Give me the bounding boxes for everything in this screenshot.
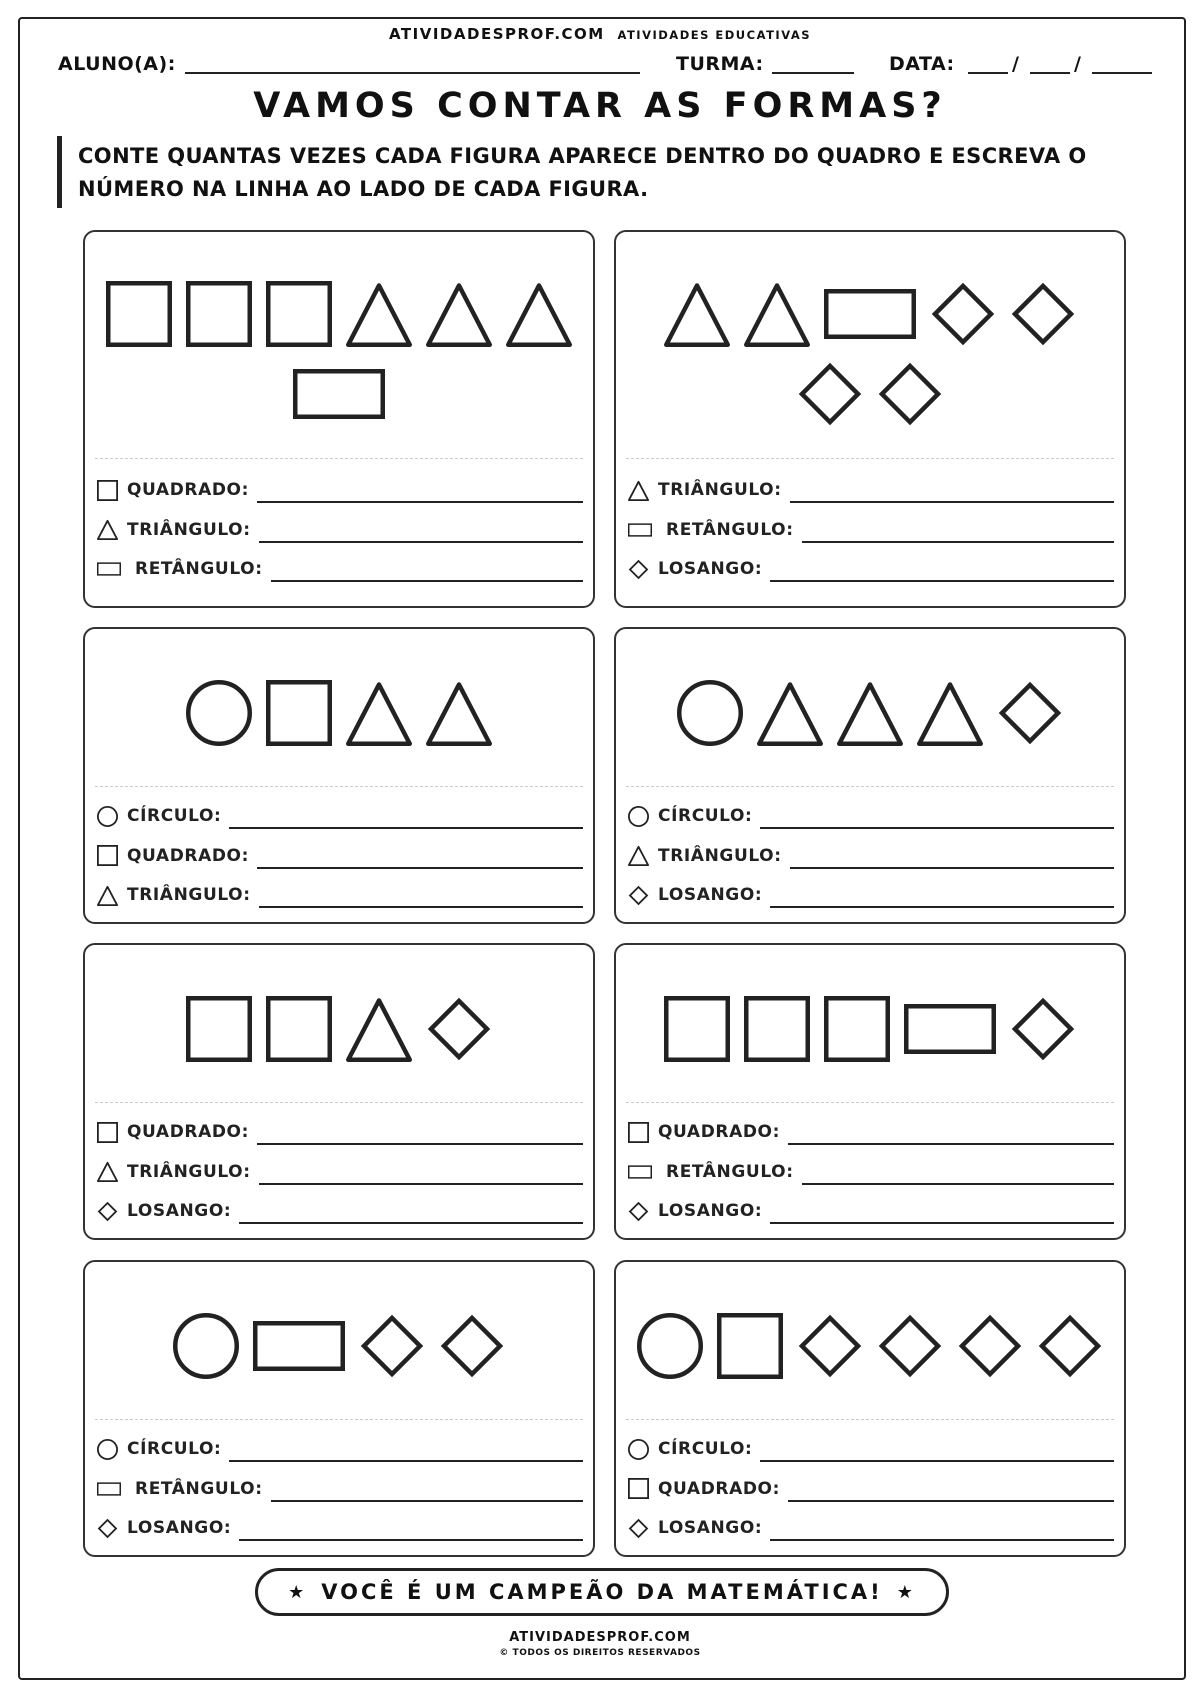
answer-line[interactable] — [229, 1460, 583, 1462]
answer-line[interactable] — [259, 906, 583, 908]
dashed-separator — [95, 458, 583, 459]
answer-line[interactable] — [790, 867, 1114, 869]
square-figure — [664, 996, 730, 1066]
answer-rows — [97, 1434, 583, 1553]
triangle-figure — [757, 680, 823, 750]
circle-icon — [97, 1437, 121, 1461]
answer-row — [628, 475, 1114, 515]
dashed-separator — [95, 1102, 583, 1103]
triangle-figure — [664, 281, 730, 351]
triangle-figure — [426, 281, 492, 351]
square-figure — [266, 281, 332, 351]
square-icon — [97, 844, 121, 868]
date-month-line[interactable] — [1030, 72, 1070, 74]
diamond-icon — [628, 1199, 652, 1223]
instructions-line: CONTE QUANTAS VEZES CADA FIGURA APARECE DENTRO DO QUADRO E ESCREVA O — [78, 144, 1087, 168]
diamond-figure — [426, 996, 492, 1066]
triangle-figure — [506, 281, 572, 351]
answer-label: RETÂNGULO: — [666, 519, 794, 540]
answer-rows — [97, 1117, 583, 1236]
site-name: ATIVIDADESPROF.COM — [388, 25, 605, 43]
answer-line[interactable] — [271, 580, 583, 582]
answer-label: LOSANGO: — [658, 1201, 763, 1221]
answer-line[interactable] — [257, 1143, 583, 1145]
triangle-icon — [628, 478, 652, 502]
answer-row — [628, 801, 1114, 841]
answer-rows — [628, 475, 1114, 594]
answer-row — [628, 1117, 1114, 1157]
square-icon — [628, 1120, 652, 1144]
answer-row — [628, 1196, 1114, 1236]
diamond-figure — [359, 1313, 425, 1383]
answer-label: CÍRCULO: — [127, 806, 222, 826]
triangle-icon — [97, 518, 121, 542]
answer-line[interactable] — [760, 1460, 1114, 1462]
footer-rights: © TODOS OS DIREITOS RESERVADOS — [499, 1648, 701, 1658]
circle-figure — [173, 1313, 239, 1383]
answer-row — [97, 841, 583, 881]
answer-rows — [628, 801, 1114, 920]
rectangle-icon — [628, 518, 652, 542]
square-icon — [97, 1120, 121, 1144]
shape-count-box — [83, 943, 595, 1240]
rectangle-figure — [904, 1004, 996, 1058]
footer-site: ATIVIDADESPROF.COM — [509, 1630, 691, 1645]
date-separator: / — [1074, 53, 1082, 75]
square-figure — [717, 1313, 783, 1383]
answer-line[interactable] — [259, 1183, 583, 1185]
answer-label: TRIÂNGULO: — [658, 845, 782, 866]
circle-icon — [628, 1437, 652, 1461]
square-figure — [186, 996, 252, 1066]
answer-line[interactable] — [802, 541, 1114, 543]
triangle-figure — [917, 680, 983, 750]
diamond-icon — [97, 1516, 121, 1540]
square-figure — [824, 996, 890, 1066]
rectangle-icon — [97, 557, 121, 581]
dashed-separator — [626, 1102, 1114, 1103]
shape-count-box — [614, 230, 1126, 608]
aluno-label: ALUNO(A): — [58, 53, 176, 75]
answer-row — [97, 1513, 583, 1553]
answer-line[interactable] — [770, 1222, 1114, 1224]
answer-line[interactable] — [239, 1539, 583, 1541]
diamond-figure — [877, 361, 943, 431]
dashed-separator — [626, 1419, 1114, 1420]
diamond-icon — [628, 1516, 652, 1540]
answer-line[interactable] — [802, 1183, 1114, 1185]
answer-row — [97, 554, 583, 594]
answer-line[interactable] — [760, 827, 1114, 829]
answer-label: TRIÂNGULO: — [658, 480, 782, 500]
diamond-icon — [628, 883, 652, 907]
instructions-bar — [57, 136, 62, 208]
circle-figure — [677, 680, 743, 750]
answer-rows — [628, 1117, 1114, 1236]
rectangle-figure — [824, 289, 916, 343]
answer-line[interactable] — [271, 1500, 583, 1502]
triangle-figure — [346, 281, 412, 351]
diamond-icon — [97, 1199, 121, 1223]
diamond-figure — [1010, 996, 1076, 1066]
circle-icon — [628, 804, 652, 828]
turma-input-line[interactable] — [772, 72, 854, 74]
shape-count-box — [614, 627, 1126, 924]
diamond-figure — [957, 1313, 1023, 1383]
square-figure — [744, 996, 810, 1066]
champion-text: VOCÊ É UM CAMPEÃO DA MATEMÁTICA! — [321, 1580, 883, 1604]
shape-count-box — [83, 230, 595, 608]
dashed-separator — [626, 458, 1114, 459]
answer-label: LOSANGO: — [127, 1518, 232, 1538]
answer-row — [97, 1157, 583, 1197]
answer-label: QUADRADO: — [658, 1122, 781, 1142]
answer-label: CÍRCULO: — [658, 806, 753, 826]
star-icon: ★ — [896, 1581, 916, 1603]
answer-label: LOSANGO: — [127, 1201, 232, 1221]
answer-line[interactable] — [790, 501, 1114, 503]
answer-row — [97, 1196, 583, 1236]
answer-rows — [97, 475, 583, 594]
answer-row — [628, 1157, 1114, 1197]
answer-row — [628, 1434, 1114, 1474]
answer-label: QUADRADO: — [127, 1122, 250, 1142]
triangle-icon — [628, 844, 652, 868]
diamond-figure — [439, 1313, 505, 1383]
triangle-figure — [744, 281, 810, 351]
answer-row — [628, 1513, 1114, 1553]
rectangle-figure — [293, 369, 385, 423]
instructions — [78, 140, 1118, 206]
rectangle-icon — [628, 1160, 652, 1184]
date-year-line[interactable] — [1092, 72, 1152, 74]
champion-banner — [255, 1568, 949, 1616]
date-day-line[interactable] — [968, 72, 1008, 74]
diamond-figure — [797, 1313, 863, 1383]
diamond-figure — [930, 281, 996, 351]
answer-line[interactable] — [229, 827, 583, 829]
answer-row — [97, 475, 583, 515]
star-icon: ★ — [288, 1581, 308, 1603]
triangle-icon — [97, 883, 121, 907]
answer-label: CÍRCULO: — [658, 1439, 753, 1459]
aluno-input-line[interactable] — [185, 72, 640, 74]
answer-label: RETÂNGULO: — [135, 1478, 263, 1499]
square-icon — [628, 1477, 652, 1501]
shape-count-box — [614, 943, 1126, 1240]
circle-icon — [97, 804, 121, 828]
diamond-figure — [997, 680, 1063, 750]
diamond-figure — [797, 361, 863, 431]
dashed-separator — [95, 786, 583, 787]
answer-label: TRIÂNGULO: — [127, 519, 251, 540]
answer-label: TRIÂNGULO: — [127, 885, 251, 905]
circle-figure — [637, 1313, 703, 1383]
page-title: VAMOS CONTAR AS FORMAS? — [253, 86, 947, 126]
dashed-separator — [95, 1419, 583, 1420]
answer-line[interactable] — [770, 906, 1114, 908]
answer-label: LOSANGO: — [658, 559, 763, 579]
answer-label: QUADRADO: — [658, 1478, 781, 1499]
answer-label: QUADRADO: — [127, 845, 250, 866]
diamond-figure — [1037, 1313, 1103, 1383]
answer-label: LOSANGO: — [658, 885, 763, 905]
date-separator: / — [1012, 53, 1020, 75]
triangle-figure — [346, 680, 412, 750]
square-figure — [186, 281, 252, 351]
data-label: DATA: — [889, 53, 955, 75]
answer-row — [97, 1474, 583, 1514]
diamond-figure — [877, 1313, 943, 1383]
answer-row — [628, 1474, 1114, 1514]
square-icon — [97, 478, 121, 502]
triangle-figure — [426, 680, 492, 750]
answer-line[interactable] — [259, 541, 583, 543]
square-figure — [266, 996, 332, 1066]
answer-rows — [97, 801, 583, 920]
diamond-figure — [1010, 281, 1076, 351]
instructions-line: NÚMERO NA LINHA AO LADO DE CADA FIGURA. — [78, 177, 649, 201]
answer-row — [97, 1434, 583, 1474]
answer-rows — [628, 1434, 1114, 1553]
answer-label: CÍRCULO: — [127, 1439, 222, 1459]
answer-line[interactable] — [788, 1500, 1114, 1502]
answer-line[interactable] — [788, 1143, 1114, 1145]
diamond-icon — [628, 557, 652, 581]
triangle-icon — [97, 1160, 121, 1184]
shape-count-box — [614, 1260, 1126, 1557]
answer-line[interactable] — [239, 1222, 583, 1224]
answer-row — [628, 515, 1114, 555]
answer-row — [628, 880, 1114, 920]
site-tagline: ATIVIDADES EDUCATIVAS — [617, 28, 812, 42]
dashed-separator — [626, 786, 1114, 787]
answer-row — [97, 880, 583, 920]
turma-label: TURMA: — [676, 53, 764, 75]
square-figure — [266, 680, 332, 750]
answer-row — [97, 515, 583, 555]
answer-label: LOSANGO: — [658, 1518, 763, 1538]
rectangle-icon — [97, 1477, 121, 1501]
circle-figure — [186, 680, 252, 750]
answer-label: RETÂNGULO: — [666, 1161, 794, 1182]
answer-row — [628, 554, 1114, 594]
square-figure — [106, 281, 172, 351]
answer-row — [97, 1117, 583, 1157]
answer-label: RETÂNGULO: — [135, 559, 263, 579]
triangle-figure — [346, 996, 412, 1066]
rectangle-figure — [253, 1321, 345, 1375]
site-header — [0, 25, 1200, 43]
answer-line[interactable] — [770, 1539, 1114, 1541]
answer-row — [628, 841, 1114, 881]
shape-count-box — [83, 1260, 595, 1557]
answer-label: TRIÂNGULO: — [127, 1161, 251, 1182]
answer-row — [97, 801, 583, 841]
shape-count-box — [83, 627, 595, 924]
answer-line[interactable] — [770, 580, 1114, 582]
triangle-figure — [837, 680, 903, 750]
answer-line[interactable] — [257, 501, 583, 503]
answer-line[interactable] — [257, 867, 583, 869]
answer-label: QUADRADO: — [127, 480, 250, 500]
